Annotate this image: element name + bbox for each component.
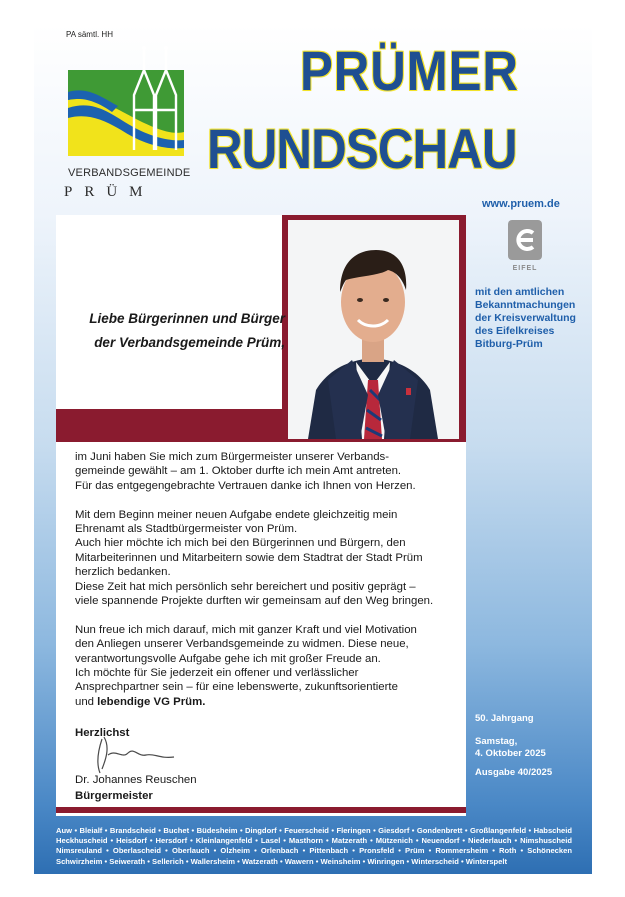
- closing: Herzlichst: [75, 727, 130, 739]
- greeting-line1: Liebe Bürgerinnen und Bürger: [89, 311, 285, 326]
- pa-label: PA sämtl. HH: [66, 30, 113, 39]
- letter-body: [75, 450, 460, 724]
- mayor-portrait: [288, 220, 459, 439]
- eifel-label: EIFEL: [512, 265, 538, 272]
- bottom-rule: [56, 807, 466, 813]
- eifel-logo: [508, 220, 542, 274]
- signer-role: Bürgermeister: [75, 790, 153, 802]
- signer-name: Dr. Johannes Reuschen: [75, 774, 197, 786]
- eifel-e-icon: [508, 220, 542, 260]
- masthead-line2: RUNDSCHAU: [207, 117, 517, 180]
- signature: [90, 729, 180, 777]
- edition-date: Samstag, 4. Oktober 2025: [475, 736, 546, 759]
- vg-place-label: PRÜM: [64, 184, 155, 200]
- edition-issue: Ausgabe 40/2025: [475, 767, 553, 778]
- official-notices-info: mit den amtlichen Bekanntmachungen der Kreisverwaltung des Eifelkreises Bitburg-Prüm: [475, 286, 576, 350]
- letter-paragraph-text: Nun freue ich mich darauf, mich mit ganzer Kraft und viel Motivation den Anliegen unserer Verbandsgemeinde zu widmen. Diese neue, verantwortungsvolle Aufgabe gehe ich mit großer Freude an. Ich möchte für Sie jederzeit ein offener und verlässlicher Ansprechpartner sein – für eine lebenswerte, zukunftsorientierte und: [75, 623, 417, 708]
- edition-year: 50. Jahrgang: [475, 713, 534, 724]
- letter-paragraph: im Juni haben Sie mich zum Bürgermeister unserer Verbands- gemeinde gewählt – am 1. Oktober durfte ich mein Amt antreten. Für das entgegengebrachte Vertrauen danke ich Ihnen von Herzen.: [75, 451, 416, 492]
- letter-bold-ending: lebendige VG Prüm.: [97, 695, 206, 708]
- greeting: [70, 307, 285, 355]
- newspaper-page: [34, 24, 592, 874]
- letter-paragraph: [75, 623, 460, 709]
- website-link[interactable]: www.pruem.de: [482, 198, 560, 210]
- verbandsgemeinde-logo: [68, 40, 184, 156]
- vg-name-label: VERBANDSGEMEINDE: [68, 167, 191, 179]
- masthead-line1: PRÜMER: [300, 39, 519, 102]
- footer-places: Auw • Bleialf • Brandscheid • Buchet • Büdesheim • Dingdorf • Feuerscheid • Fleringen • Giesdorf • Gondenbrett • Großlangenfeld • Habscheid Heckhuscheid • Heisdorf • Hersdorf • Kleinlangenfeld • Lasel • Masthorn • Matzerath • Mützenich • Neuendorf • Niederlauch • Nimshuscheid Nimsreuland • Oberlascheid • Oberlauch • Olzheim • Orlenbach • Pittenbach • Pronsfeld • Prüm • Rommersheim • Roth • Schönecken Schwirzheim • Seiwerath • Sellerich • Wallersheim • Watzerath • Wawern • Weinsheim • Winringen • Winterscheid • Winterspelt: [56, 826, 572, 866]
- letter-paragraph: Mit dem Beginn meiner neuen Aufgabe endete gleichzeitig mein Ehrenamt als Stadtbürgermeister von Prüm. Auch hier möchte ich mich bei den Bürgerinnen und Bürgern, den Mitarbeiterinnen und Mitarbeitern sowie dem Stadtrat der Stadt Prüm herzlich bedanken. Diese Zeit hat mich persönlich sehr bereichert und positiv geprägt – viele spannende Projekte durften wir gemeinsam auf den Weg bringen.: [75, 508, 434, 608]
- greeting-line2: der Verbandsgemeinde Prüm,: [94, 335, 285, 350]
